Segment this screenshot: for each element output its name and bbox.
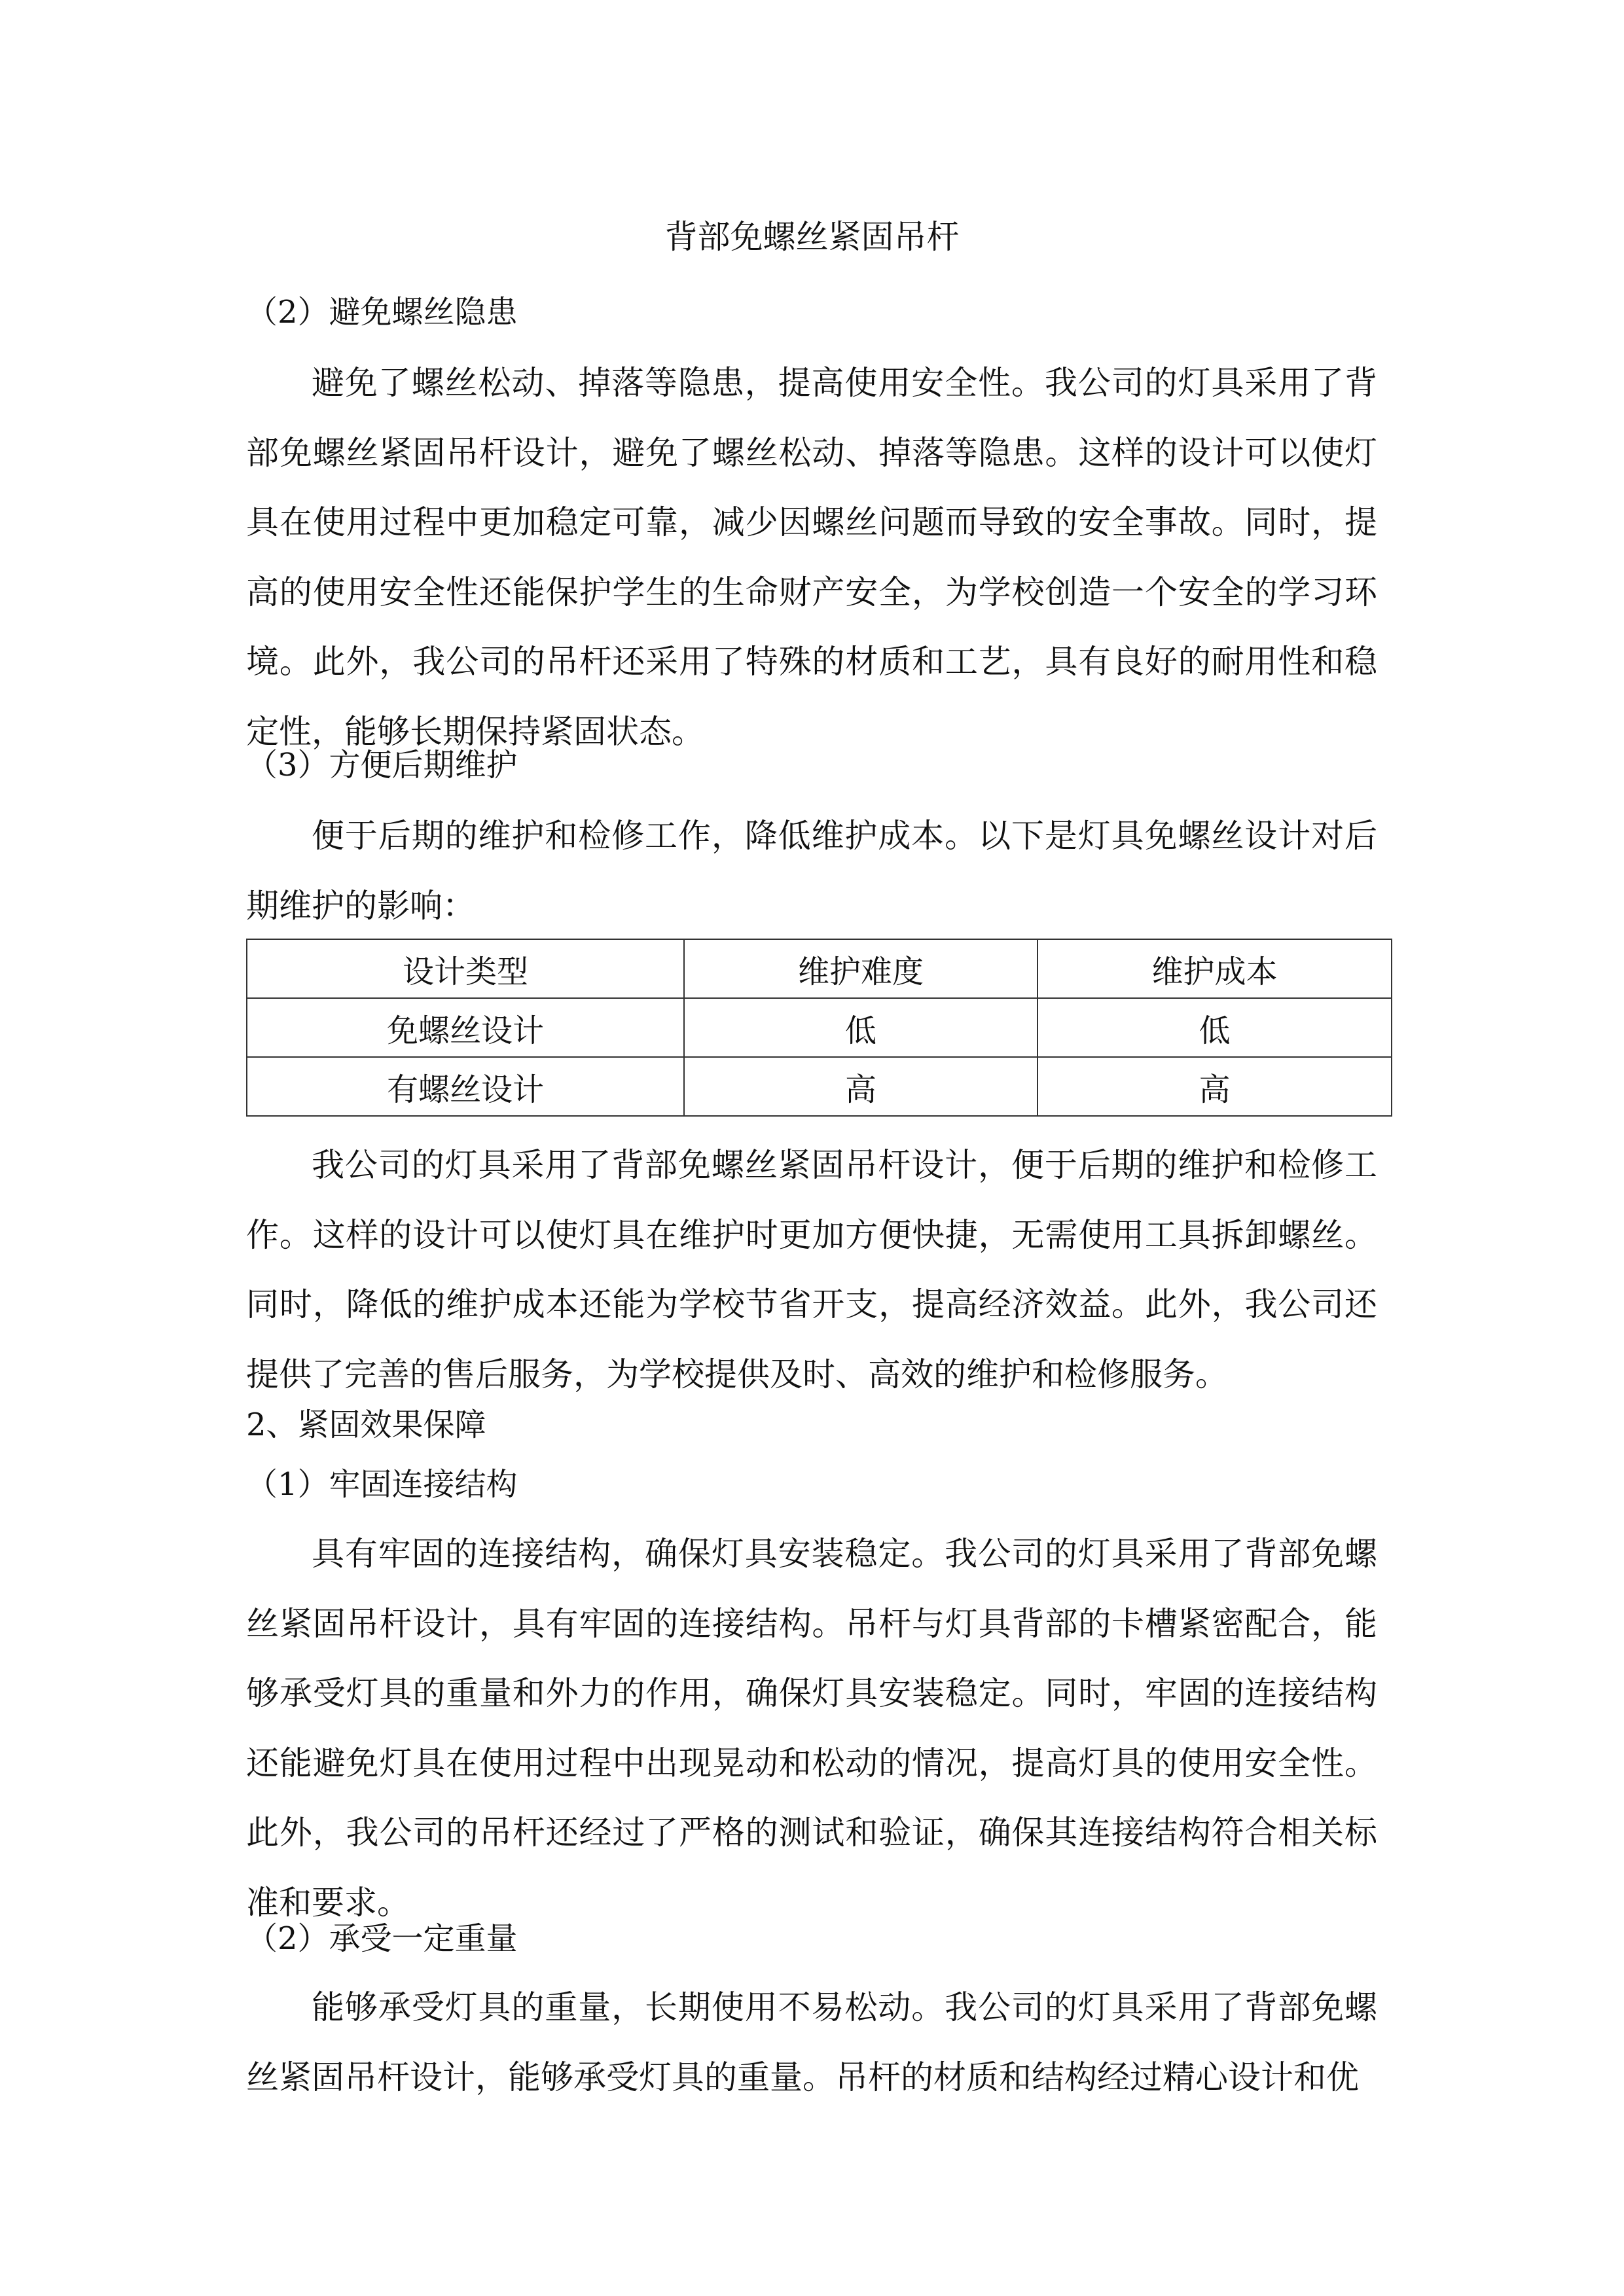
- table-row: [247, 998, 1392, 1057]
- maintenance-comparison-table: [246, 939, 1392, 1117]
- table-header-row: [247, 939, 1392, 998]
- table-cell: 低: [1038, 998, 1392, 1057]
- section-heading-maintenance: （3）方便后期维护: [246, 747, 518, 783]
- paragraph-maintenance-detail: 我公司的灯具采用了背部免螺丝紧固吊杆设计，便于后期的维护和检修工作。这样的设计可以使灯具在维护时更加方便快捷，无需使用工具拆卸螺丝。同时，降低的维护成本还能为学校节省开支，提高经济效益。此外，我公司还提供了完善的售后服务，为学校提供及时、高效的维护和检修服务。: [246, 1146, 1377, 1393]
- table-cell: 高: [1038, 1057, 1392, 1116]
- document-title: 背部免螺丝紧固吊杆: [664, 218, 960, 256]
- subsection-heading-connection: （1）牢固连接结构: [246, 1466, 518, 1503]
- table-cell: 低: [684, 998, 1038, 1057]
- table-header-cell: 维护成本: [1038, 939, 1392, 998]
- table-cell: 免螺丝设计: [247, 998, 684, 1057]
- paragraph-connection: 具有牢固的连接结构，确保灯具安装稳定。我公司的灯具采用了背部免螺丝紧固吊杆设计，具有牢固的连接结构。吊杆与灯具背部的卡槽紧密配合，能够承受灯具的重量和外力的作用，确保灯具安装稳定。同时，牢固的连接结构还能避免灯具在使用过程中出现晃动和松动的情况，提高灯具的使用安全性。此外，我公司的吊杆还经过了严格的测试和验证，确保其连接结构符合相关标准和要求。: [246, 1535, 1377, 1922]
- table-header-cell: 设计类型: [247, 939, 684, 998]
- paragraph-avoid-screw: 避免了螺丝松动、掉落等隐患，提高使用安全性。我公司的灯具采用了背部免螺丝紧固吊杆设计，避免了螺丝松动、掉落等隐患。这样的设计可以使灯具在使用过程中更加稳定可靠，减少因螺丝问题而导致的安全事故。同时，提高的使用安全性还能保护学生的生命财产安全，为学校创造一个安全的学习环境。此外，我公司的吊杆还采用了特殊的材质和工艺，具有良好的耐用性和稳定性，能够长期保持紧固状态。: [246, 364, 1377, 751]
- table-row: [247, 1057, 1392, 1116]
- table-header-cell: 维护难度: [684, 939, 1038, 998]
- table-cell: 有螺丝设计: [247, 1057, 684, 1116]
- paragraph-weight: 能够承受灯具的重量，长期使用不易松动。我公司的灯具采用了背部免螺丝紧固吊杆设计，能够承受灯具的重量。吊杆的材质和结构经过精心设计和优: [246, 1988, 1377, 2096]
- section-heading-avoid-screw: （2）避免螺丝隐患: [246, 294, 518, 331]
- table-cell: 高: [684, 1057, 1038, 1116]
- section-heading-fastening: 2、紧固效果保障: [246, 1407, 486, 1443]
- paragraph-maintenance-intro: 便于后期的维护和检修工作，降低维护成本。以下是灯具免螺丝设计对后期维护的影响：: [246, 817, 1377, 925]
- subsection-heading-weight: （2）承受一定重量: [246, 1920, 518, 1957]
